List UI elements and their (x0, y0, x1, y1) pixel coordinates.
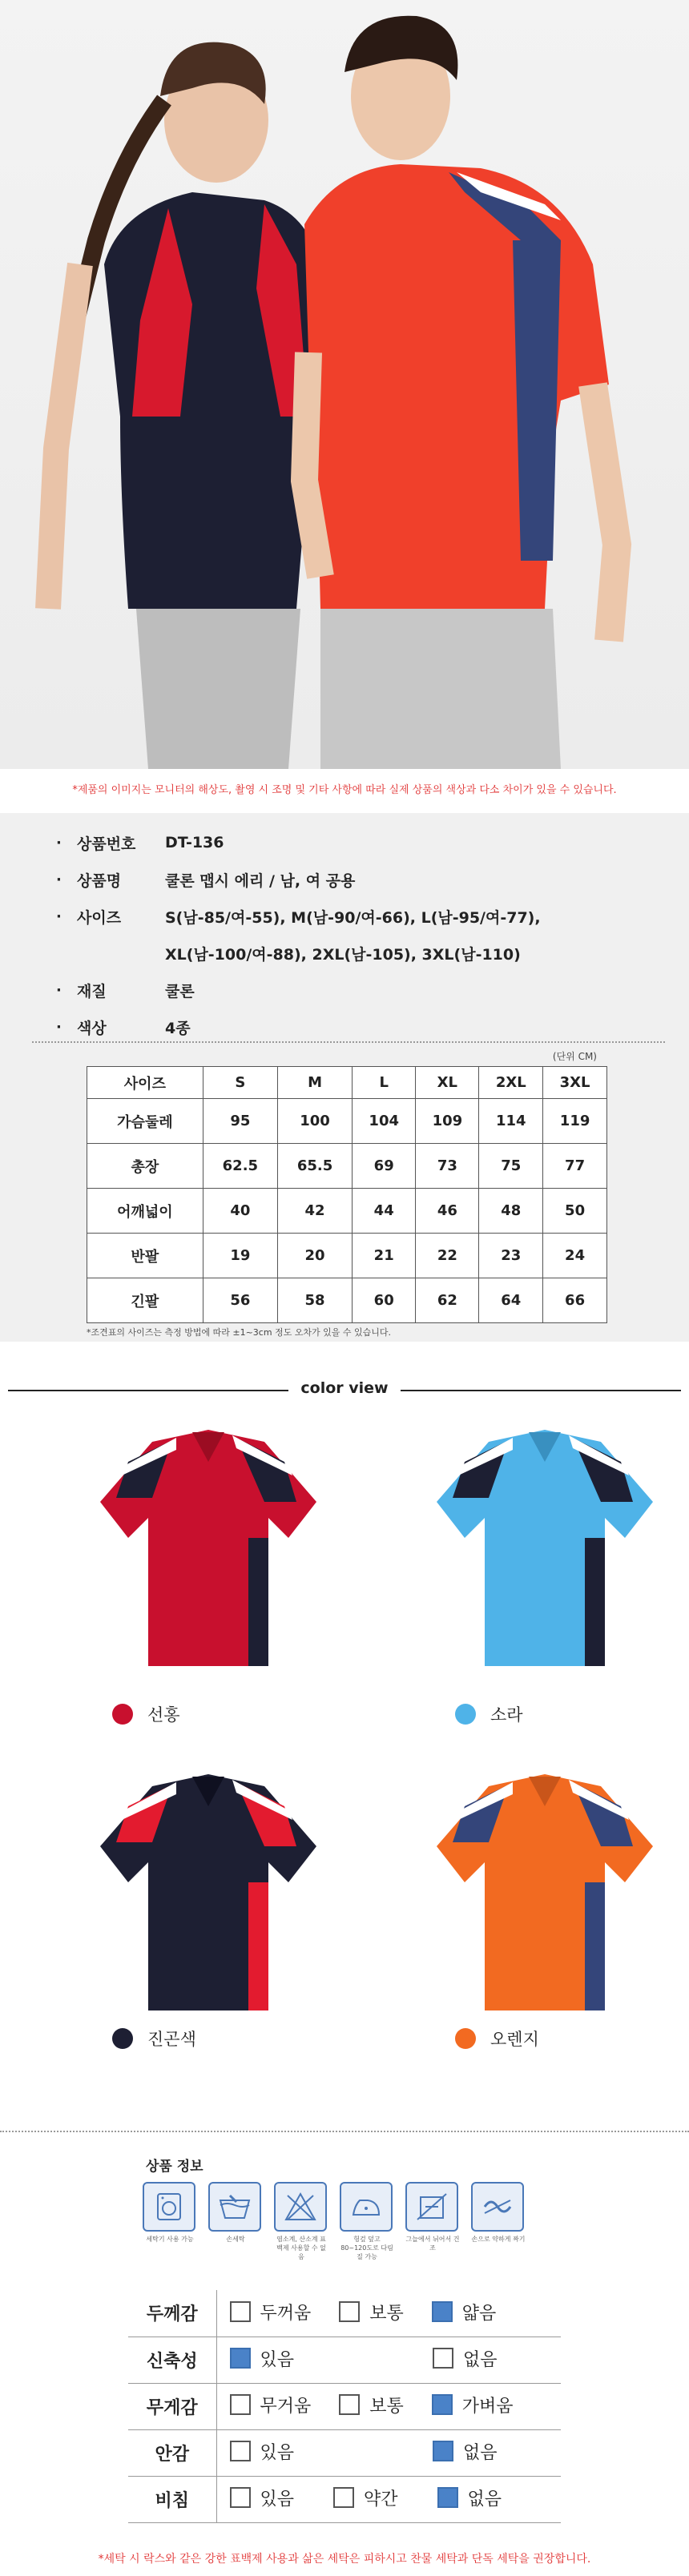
color-view-header (0, 1378, 689, 1402)
table-cell: 총장 (87, 1144, 203, 1189)
table-cell: 긴팔 (87, 1278, 203, 1323)
feature-row (128, 2337, 561, 2383)
feature-table (128, 2290, 561, 2523)
spec-row-size: · 사이즈 S(남-85/여-55), M(남-90/여-66), L(남-95/여-77), (56, 898, 665, 935)
care-item (143, 2182, 197, 2261)
table-row (87, 1234, 607, 1278)
spec-value: 쿨론 (165, 982, 195, 1000)
table-cell: 42 (277, 1189, 352, 1234)
table-header: XL (416, 1067, 479, 1099)
checkbox[interactable] (230, 2348, 251, 2369)
spec-value: S(남-85/여-55), M(남-90/여-66), L(남-95/여-77), (165, 908, 541, 927)
color-swatch-label (455, 2027, 539, 2051)
checkbox[interactable] (230, 2487, 251, 2508)
color-swatch-label (455, 1702, 523, 1726)
divider (401, 1390, 681, 1391)
option-label: 가벼움 (461, 2396, 514, 2417)
hand-wash-icon (208, 2182, 261, 2232)
table-cell: 48 (479, 1189, 543, 1234)
checkbox[interactable] (230, 2301, 251, 2322)
checkbox[interactable] (433, 2348, 453, 2369)
care-icons (143, 2182, 537, 2261)
option-label: 없음 (463, 2442, 498, 2463)
checkbox[interactable] (433, 2441, 453, 2461)
table-header: L (353, 1067, 416, 1099)
checkbox[interactable] (437, 2487, 458, 2508)
table-cell: 24 (543, 1234, 607, 1278)
table-cell: 60 (353, 1278, 416, 1323)
table-row (87, 1189, 607, 1234)
option-label: 두꺼움 (260, 2303, 312, 2324)
color-name: 오렌지 (490, 2030, 539, 2049)
table-cell: 58 (277, 1278, 352, 1323)
hero-caption: *제품의 이미지는 모니터의 해상도, 촬영 시 조명 및 기타 사항에 따라 실제 상품의 색상과 다소 차이가 있을 수 있습니다. (72, 784, 617, 796)
care-item (405, 2182, 460, 2261)
table-row (87, 1144, 607, 1189)
option-label: 있음 (260, 2489, 295, 2510)
spec-label: 사이즈 (77, 908, 122, 927)
option-label: 보통 (369, 2303, 404, 2324)
care-text: 그늘에서 뉘어서 건조 (405, 2236, 460, 2252)
option-label: 무거움 (260, 2396, 312, 2417)
table-cell: 21 (353, 1234, 416, 1278)
dry-shade-icon (405, 2182, 458, 2232)
table-header: S (203, 1067, 277, 1099)
feature-options (216, 2290, 561, 2337)
product-info-title: 상품 정보 (146, 2159, 203, 2175)
checkbox[interactable] (432, 2301, 453, 2322)
wash-note: *세탁 시 락스와 같은 강한 표백제 사용과 삶은 세탁은 피하시고 찬물 세탁과 단독 세탁을 권장합니다. (98, 2553, 591, 2566)
table-cell: 어깨넓이 (87, 1189, 203, 1234)
spec-row-material: · 재질 쿨론 (56, 972, 665, 1008)
feature-name: 두께감 (128, 2290, 216, 2337)
spec-value: XL(남-100/여-88), 2XL(남-105), 3XL(남-110) (165, 945, 521, 964)
feature-name: 안감 (128, 2429, 216, 2476)
table-cell: 62.5 (203, 1144, 277, 1189)
table-cell: 114 (479, 1099, 543, 1144)
table-cell: 95 (203, 1099, 277, 1144)
hero-photo (0, 0, 689, 769)
table-row (87, 1099, 607, 1144)
option-label: 있음 (260, 2442, 295, 2463)
color-dot (455, 1704, 476, 1725)
table-cell: 65.5 (277, 1144, 352, 1189)
gentle-wash-icon (471, 2182, 524, 2232)
spec-value: 4종 (165, 1019, 191, 1037)
feature-options (216, 2383, 561, 2429)
table-cell: 반팔 (87, 1234, 203, 1278)
option-label: 약간 (364, 2489, 398, 2510)
checkbox[interactable] (339, 2394, 360, 2415)
models-illustration (0, 0, 689, 769)
table-cell: 73 (416, 1144, 479, 1189)
table-cell: 104 (353, 1099, 416, 1144)
table-cell: 66 (543, 1278, 607, 1323)
spec-label: 재질 (77, 982, 107, 1000)
color-swatch-label (112, 1702, 180, 1726)
divider (8, 1390, 288, 1391)
spec-list (56, 824, 665, 1045)
care-item (340, 2182, 394, 2261)
table-cell: 77 (543, 1144, 607, 1189)
table-row (87, 1278, 607, 1323)
table-cell: 44 (353, 1189, 416, 1234)
shirt-red-image (96, 1426, 320, 1674)
divider (32, 1041, 665, 1043)
table-header: 3XL (543, 1067, 607, 1099)
care-item (471, 2182, 526, 2261)
care-item (274, 2182, 328, 2261)
table-cell: 119 (543, 1099, 607, 1144)
table-cell: 가슴둘레 (87, 1099, 203, 1144)
color-dot (112, 2028, 133, 2049)
option-label: 없음 (463, 2349, 498, 2370)
table-cell: 64 (479, 1278, 543, 1323)
feature-name: 신축성 (128, 2337, 216, 2383)
feature-options (216, 2476, 561, 2522)
checkbox[interactable] (230, 2441, 251, 2461)
option-label: 보통 (369, 2396, 404, 2417)
table-cell: 62 (416, 1278, 479, 1323)
spec-row-size-cont (56, 935, 665, 972)
spec-label: 색상 (77, 1019, 107, 1037)
color-swatch-label (112, 2027, 196, 2051)
spec-label: 상품번호 (77, 835, 136, 853)
checkbox[interactable] (432, 2394, 453, 2415)
no-bleach-icon (274, 2182, 327, 2232)
color-view-title: color view (300, 1379, 389, 1397)
table-header: 2XL (479, 1067, 543, 1099)
size-table (87, 1066, 607, 1323)
care-item (208, 2182, 263, 2261)
washing-machine-icon (143, 2182, 195, 2232)
table-cell: 56 (203, 1278, 277, 1323)
checkbox[interactable] (230, 2394, 251, 2415)
iron-icon (340, 2182, 393, 2232)
color-dot (455, 2028, 476, 2049)
size-note: *조견표의 사이즈는 측정 방법에 따라 ±1~3cm 정도 오차가 있을 수 있습니다. (87, 1327, 392, 1338)
table-header-row (87, 1067, 607, 1099)
table-cell: 109 (416, 1099, 479, 1144)
care-text: 염소계, 산소계 표백제 사용할 수 없음 (276, 2236, 326, 2260)
spec-value: 쿨론 맵시 에리 / 남, 여 공용 (165, 871, 356, 890)
table-cell: 100 (277, 1099, 352, 1144)
table-cell: 23 (479, 1234, 543, 1278)
color-name: 진곤색 (147, 2030, 196, 2049)
spec-row-name: · 상품명 쿨론 맵시 에리 / 남, 여 공용 (56, 861, 665, 898)
table-cell: 75 (479, 1144, 543, 1189)
table-cell: 46 (416, 1189, 479, 1234)
spec-label: 상품명 (77, 871, 122, 890)
care-text: 손으로 약하게 짜기 (471, 2236, 526, 2243)
feature-row (128, 2290, 561, 2337)
table-cell: 20 (277, 1234, 352, 1278)
care-text: 세탁기 사용 가능 (146, 2236, 194, 2243)
feature-row (128, 2429, 561, 2476)
table-cell: 22 (416, 1234, 479, 1278)
care-text: 손세탁 (226, 2236, 245, 2243)
color-dot (112, 1704, 133, 1725)
care-info-section (0, 2131, 689, 2576)
feature-name: 무게감 (128, 2383, 216, 2429)
table-cell: 40 (203, 1189, 277, 1234)
feature-row (128, 2383, 561, 2429)
shirt-sky-image (433, 1426, 657, 1674)
feature-options (216, 2429, 561, 2476)
table-header: 사이즈 (87, 1067, 203, 1099)
feature-row (128, 2476, 561, 2522)
shirt-orange-image (433, 1770, 657, 2019)
spec-row-color: · 색상 4종 (56, 1008, 665, 1045)
table-header: M (277, 1067, 352, 1099)
shirt-navy-image (96, 1770, 320, 2019)
table-cell: 69 (353, 1144, 416, 1189)
feature-options (216, 2337, 561, 2383)
care-text: 헝겊 덮고 80~120도로 다림질 가능 (340, 2236, 393, 2260)
checkbox[interactable] (333, 2487, 354, 2508)
option-label: 있음 (260, 2349, 295, 2370)
option-label: 얇음 (461, 2303, 497, 2324)
color-name: 소라 (490, 1705, 523, 1725)
checkbox[interactable] (339, 2301, 360, 2322)
spec-value: DT-136 (165, 834, 224, 851)
option-label: 없음 (467, 2489, 502, 2510)
color-name: 선홍 (147, 1705, 180, 1725)
table-cell: 19 (203, 1234, 277, 1278)
unit-note: (단위 CM) (552, 1051, 597, 1062)
product-info-section (0, 813, 689, 1342)
table-cell: 50 (543, 1189, 607, 1234)
feature-name: 비침 (128, 2476, 216, 2522)
spec-row-code: · 상품번호 DT-136 (56, 824, 665, 861)
